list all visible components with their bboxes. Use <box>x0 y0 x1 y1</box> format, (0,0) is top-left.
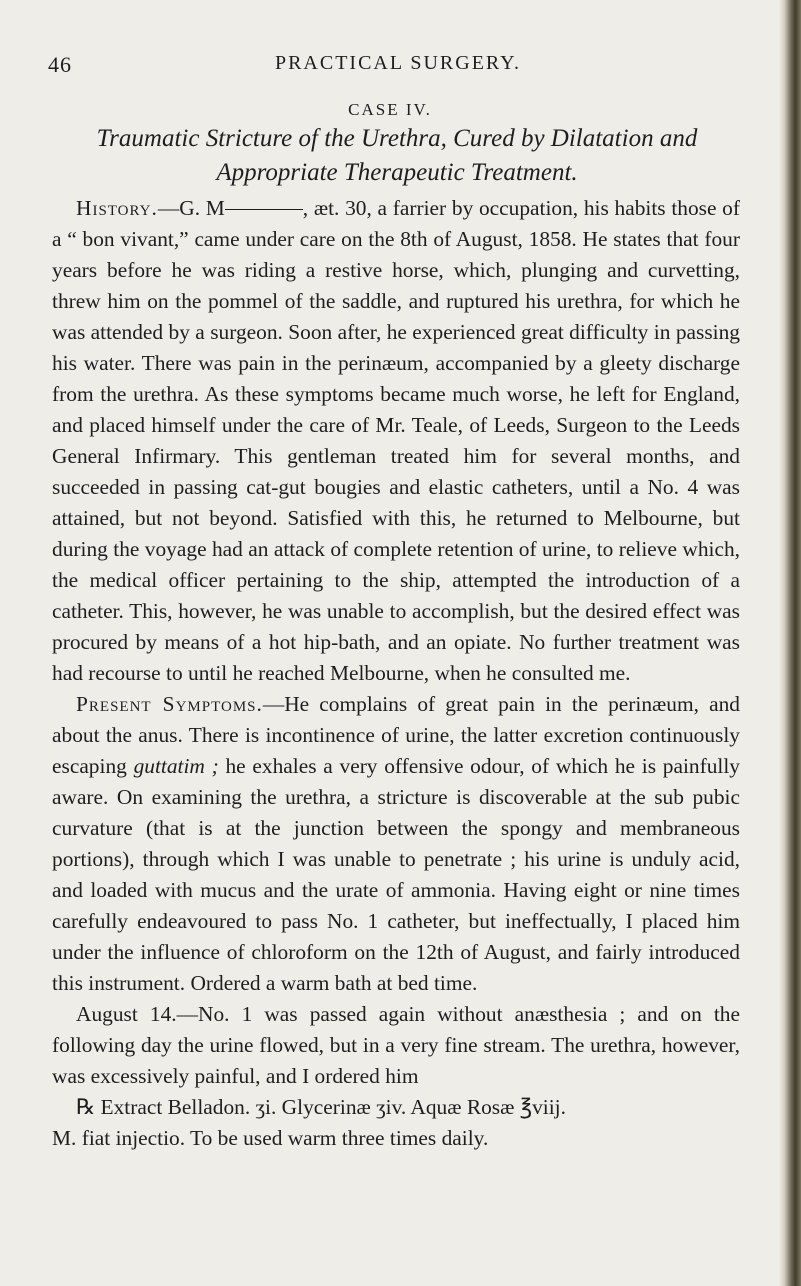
august-14-text: August 14.—No. 1 was passed again without anæsthesia ; and on the following day the urine flowed, but in a very fine stream. The urethra, however, was excessively painful, and I ordered him <box>52 1002 740 1088</box>
page-number: 46 <box>48 52 72 77</box>
case-number: CASE IV. <box>348 100 432 119</box>
patient-initials: —G. M <box>157 196 225 220</box>
history-heading: History. <box>76 196 158 220</box>
page-header <box>48 52 738 82</box>
august-14-paragraph <box>52 999 740 1092</box>
present-symptoms-text-2: he exhales a very offensive odour, of which he is painfully aware. On examining the urethra, a stricture is discoverable at the sub pubic curvature (that is at the junction between the spongy and membraneous portions), through which I was unable to penetrate ; his urine is unduly acid, and loaded with mucus and the urate of ammonia. Having eight or nine times carefully endeavoured to pass No. 1 catheter, but ineffectually, I placed him under the influence of chloroform on the 12th of August, and fairly introduced this instrument. Ordered a warm bath at bed time. <box>52 754 740 995</box>
prescription-line-2 <box>52 1123 740 1154</box>
prescription-line-1 <box>52 1092 740 1123</box>
history-paragraph <box>52 193 740 689</box>
case-title: Traumatic Stricture of the Urethra, Cured by Dilatation and Appropriate Therapeutic Treatment. <box>96 125 698 186</box>
history-text: , æt. 30, a farrier by occupation, his habits those of a “ bon vivant,” came under care on the 8th of August, 1858. He states that four years before he was riding a restive horse, which, plunging and curvetting, threw him on the pommel of the saddle, and ruptured his urethra, for which he was attended by a surgeon. Soon after, he experienced great difficulty in passing his water. There was pain in the perinæum, accompanied by a gleety discharge from the urethra. As these symptoms became much worse, he left for England, and placed himself under the care of Mr. Teale, of Leeds, Surgeon to the Leeds General Infirmary. This gentleman treated him for several months, and succeeded in passing cat-gut bougies and elastic catheters, until a No. 4 was attained, but not beyond. Satisfied with this, he returned to Melbourne, but during the voyage had an attack of complete retention of urine, to relieve which, the medical officer pertaining to the ship, attempted the introduction of a catheter. This, however, he was unable to accomplish, but the desired effect was procured by means of a hot hip-bath, and an opiate. No further treatment was had recourse to until he reached Melbourne, when he consulted me. <box>52 196 740 685</box>
running-head: PRACTICAL SURGERY. <box>274 52 522 74</box>
prescription-text-1: ℞ Extract Belladon. ʒi. Glycerinæ ʒiv. Aquæ Rosæ ℥viij. <box>76 1095 566 1119</box>
body-text <box>52 193 740 1154</box>
name-dash <box>225 209 303 210</box>
present-symptoms-text-1: —He complains of great pain in the perinæum, and about the anus. There is incontinence of urine, the latter excretion continuously escaping <box>52 692 740 778</box>
prescription-text-2: M. fiat injectio. To be used warm three times daily. <box>52 1126 489 1150</box>
present-symptoms-heading: Present Symptoms. <box>76 692 263 716</box>
present-symptoms-paragraph <box>52 689 740 999</box>
page-binding-edge <box>779 0 801 1286</box>
present-symptoms-italic: guttatim ; <box>133 754 219 778</box>
